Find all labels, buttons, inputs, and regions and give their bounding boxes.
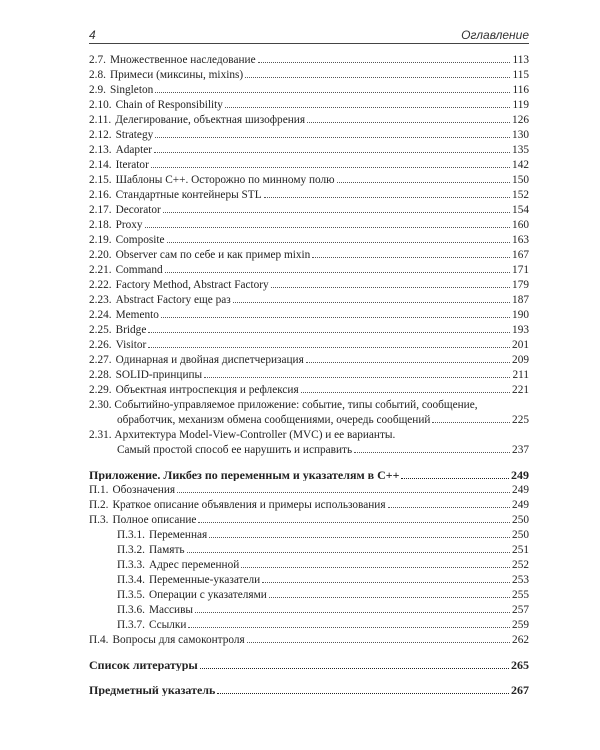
running-title: Оглавление [461, 28, 529, 42]
toc-entry-page: 190 [512, 309, 529, 321]
toc-entry[interactable]: 2.28. SOLID-принципы 211 [89, 369, 529, 381]
toc-entry[interactable]: 2.13. Adapter 135 [89, 144, 529, 156]
leader-dots [262, 582, 510, 583]
toc-entry-title: Abstract Factory еще раз [115, 294, 231, 306]
toc-appendix-heading[interactable] [89, 469, 529, 481]
toc-entry-page: 221 [512, 384, 529, 396]
toc-entry-title: Краткое описание объявления и примеры использования [112, 499, 386, 511]
leader-dots [154, 152, 510, 153]
leader-dots [198, 522, 510, 523]
toc-entry[interactable]: П.3.6. Массивы 257 [117, 604, 529, 616]
page-number: 4 [89, 28, 96, 42]
toc-entry-page: 251 [512, 544, 529, 556]
toc-entry-line[interactable]: 2.31. Архитектура Model-View-Controller (MVC) и ее варианты. [89, 429, 396, 441]
toc-entry-title: Bridge [115, 324, 147, 336]
toc-entry[interactable]: 2.29. Объектная интроспекция и рефлексия 221 [89, 384, 529, 396]
toc-entry-title: Ссылки [148, 619, 187, 631]
toc-entry-title: Стандартные контейнеры STL [115, 189, 262, 201]
toc-entry-page: 249 [512, 484, 529, 496]
leader-dots [225, 107, 511, 108]
leader-dots [145, 227, 510, 228]
toc-entry[interactable]: П.4. Вопросы для самоконтроля 262 [89, 634, 529, 646]
leader-dots [247, 642, 510, 643]
leader-dots [163, 212, 510, 213]
toc-entry-page: 130 [512, 129, 529, 141]
toc-entry[interactable]: П.3.7. Ссылки 259 [117, 619, 529, 631]
leader-dots [187, 552, 511, 553]
toc-entry-page: 249 [511, 469, 529, 481]
toc-entry[interactable]: 2.25. Bridge 193 [89, 324, 529, 336]
toc-entry-page: 167 [512, 249, 529, 261]
toc-bibliography[interactable] [89, 659, 529, 671]
toc-entry-page: 135 [512, 144, 529, 156]
toc-entry[interactable]: 2.9. Singleton 116 [89, 84, 529, 96]
toc-entry-page: 119 [512, 99, 529, 111]
toc-entry-page: 225 [512, 414, 529, 426]
toc-entry-page: 257 [512, 604, 529, 616]
toc-entry-title: Список литературы [89, 659, 198, 671]
toc-entry-page: 193 [512, 324, 529, 336]
leader-dots [271, 287, 510, 288]
leader-dots [165, 272, 510, 273]
leader-dots [241, 567, 510, 568]
leader-dots [307, 122, 510, 123]
toc-entry[interactable]: 2.26. Visitor 201 [89, 339, 529, 351]
toc-entry[interactable]: П.3.2. Память 251 [117, 544, 529, 556]
toc-entry[interactable]: 2.12. Strategy 130 [89, 129, 529, 141]
toc-entry-page: 237 [512, 444, 529, 456]
toc-entry-title: Decorator [115, 204, 161, 216]
toc-entry-line[interactable]: 2.30. Событийно-управляемое приложение: событие, типы событий, сообщение, [89, 399, 478, 411]
toc-entry[interactable]: 2.27. Одинарная и двойная диспетчеризация 209 [89, 354, 529, 366]
toc-entry-title: Примеси (миксины, mixins) [109, 69, 244, 81]
toc-entry-page: 259 [512, 619, 529, 631]
leader-dots [337, 182, 510, 183]
leader-dots [217, 693, 509, 694]
toc-entry[interactable]: 2.10. Chain of Responsibility 119 [89, 99, 529, 111]
toc-entry[interactable]: 2.20. Observer сам по себе и как пример mixin 167 [89, 249, 529, 261]
toc-entry[interactable]: 2.14. Iterator 142 [89, 159, 529, 171]
leader-dots [312, 257, 510, 258]
toc-entry[interactable]: 2.22. Factory Method, Abstract Factory 179 [89, 279, 529, 291]
toc-entry[interactable] [117, 414, 529, 426]
toc-entry-page: 113 [512, 54, 529, 66]
toc-entry-page: 249 [512, 499, 529, 511]
toc-entry-title: SOLID-принципы [115, 369, 203, 381]
toc-subject-index[interactable] [89, 684, 529, 696]
leader-dots [148, 332, 510, 333]
toc-entry-title: Полное описание [112, 514, 197, 526]
toc-entry-page: 171 [512, 264, 529, 276]
toc-entry[interactable] [117, 444, 529, 456]
toc-entry-page: 154 [512, 204, 529, 216]
toc-entry-title: Observer сам по себе и как пример mixin [115, 249, 311, 261]
toc-entry-title: Memento [115, 309, 159, 321]
toc-entry[interactable]: 2.15. Шаблоны С++. Осторожно по минному полю 150 [89, 174, 529, 186]
toc-entry-page: 152 [512, 189, 529, 201]
leader-dots [204, 377, 510, 378]
leader-dots [148, 347, 510, 348]
toc-entry[interactable]: П.3.5. Операции с указателями 255 [117, 589, 529, 601]
toc-entry[interactable]: 2.17. Decorator 154 [89, 204, 529, 216]
leader-dots [151, 167, 510, 168]
toc-entry-title: Strategy [115, 129, 154, 141]
toc-entry-title: Singleton [109, 84, 154, 96]
toc-entry-title: Самый простой способ ее нарушить и исправить [117, 444, 353, 456]
toc-entry-page: 150 [512, 174, 529, 186]
toc-entry-title: Объектная интроспекция и рефлексия [115, 384, 299, 396]
toc-entry-title: Предметный указатель [89, 684, 216, 696]
toc-entry-title: Шаблоны С++. Осторожно по минному полю [115, 174, 335, 186]
toc-entry-title: Операции с указателями [148, 589, 267, 601]
toc-entry[interactable]: 2.21. Command 171 [89, 264, 529, 276]
toc-entry-page: 267 [511, 684, 529, 696]
leader-dots [155, 137, 510, 138]
toc-entry-page: 163 [512, 234, 529, 246]
toc-entry[interactable]: П.3.3. Адрес переменной 252 [117, 559, 529, 571]
toc-entry-page: 201 [512, 339, 529, 351]
toc-entry[interactable]: П.3. Полное описание 250 [89, 514, 529, 526]
leader-dots [388, 507, 511, 508]
leader-dots [233, 302, 510, 303]
toc-entry-title: Chain of Responsibility [115, 99, 223, 111]
toc-entry-title: Приложение. Ликбез по переменным и указателям в С++ [89, 469, 400, 481]
toc-entry-title: Обозначения [112, 484, 176, 496]
leader-dots [167, 242, 510, 243]
toc-entry-title: обработчик, механизм обмена сообщениями, очередь сообщений [117, 414, 431, 426]
toc-entry[interactable]: 2.11. Делегирование, объектная шизофрения 126 [89, 114, 529, 126]
toc-entry-title: Visitor [115, 339, 147, 351]
leader-dots [306, 362, 510, 363]
toc-entry-page: 265 [511, 659, 529, 671]
toc-entry-page: 116 [512, 84, 529, 96]
toc-entry-page: 179 [512, 279, 529, 291]
leader-dots [161, 317, 510, 318]
leader-dots [401, 478, 509, 479]
toc-entry-page: 115 [512, 69, 529, 81]
toc-entry-page: 262 [512, 634, 529, 646]
toc-entry-title: Делегирование, объектная шизофрения [115, 114, 306, 126]
leader-dots [264, 197, 510, 198]
toc-entry-page: 255 [512, 589, 529, 601]
leader-dots [209, 537, 510, 538]
toc-entry-page: 253 [512, 574, 529, 586]
toc-entry[interactable]: 2.8. Примеси (миксины, mixins) 115 [89, 69, 529, 81]
toc-entry-title: Вопросы для самоконтроля [112, 634, 245, 646]
toc-entry[interactable]: 2.19. Composite 163 [89, 234, 529, 246]
toc-entry[interactable]: 2.16. Стандартные контейнеры STL 152 [89, 189, 529, 201]
toc-entry-title: Переменные-указатели [148, 574, 261, 586]
toc-entry-title: Переменная [148, 529, 208, 541]
leader-dots [258, 62, 511, 63]
leader-dots [269, 597, 510, 598]
toc-entry-page: 211 [512, 369, 529, 381]
toc-entry-title: Factory Method, Abstract Factory [115, 279, 269, 291]
toc-entry-page: 160 [512, 219, 529, 231]
leader-dots [177, 492, 510, 493]
toc-entry-page: 250 [512, 529, 529, 541]
toc-entry-title: Массивы [148, 604, 193, 616]
toc-entry[interactable]: П.3.1. Переменная 250 [117, 529, 529, 541]
toc-entry[interactable]: 2.18. Proxy 160 [89, 219, 529, 231]
leader-dots [195, 612, 510, 613]
toc-entry[interactable]: 2.7. Множественное наследование 113 [89, 54, 529, 66]
leader-dots [301, 392, 510, 393]
toc-entry-page: 126 [512, 114, 529, 126]
toc-entry-title: Proxy [115, 219, 143, 231]
leader-dots [354, 452, 510, 453]
toc-entry-title: Память [148, 544, 185, 556]
toc-entry-title: Iterator [115, 159, 149, 171]
toc-entry-title: Одинарная и двойная диспетчеризация [115, 354, 304, 366]
toc-entry-title: Composite [115, 234, 165, 246]
leader-dots [245, 77, 510, 78]
toc-entry-title: Адрес переменной [148, 559, 240, 571]
toc-entry-title: Command [115, 264, 163, 276]
toc-entry[interactable]: П.3.4. Переменные-указатели 253 [117, 574, 529, 586]
leader-dots [432, 422, 510, 423]
toc-entry-title: Множественное наследование [109, 54, 256, 66]
leader-dots [155, 92, 510, 93]
toc-entry-page: 250 [512, 514, 529, 526]
leader-dots [200, 668, 509, 669]
toc-entry-page: 209 [512, 354, 529, 366]
toc-entry[interactable]: 2.24. Memento 190 [89, 309, 529, 321]
toc-entry-page: 252 [512, 559, 529, 571]
toc-entry-page: 142 [512, 159, 529, 171]
toc-entry[interactable]: П.2. Краткое описание объявления и примеры использования 249 [89, 499, 529, 511]
leader-dots [188, 627, 510, 628]
toc-entry[interactable]: П.1. Обозначения 249 [89, 484, 529, 496]
toc-entry[interactable]: 2.23. Abstract Factory еще раз 187 [89, 294, 529, 306]
toc-entry-title: Adapter [115, 144, 152, 156]
toc-entry-page: 187 [512, 294, 529, 306]
